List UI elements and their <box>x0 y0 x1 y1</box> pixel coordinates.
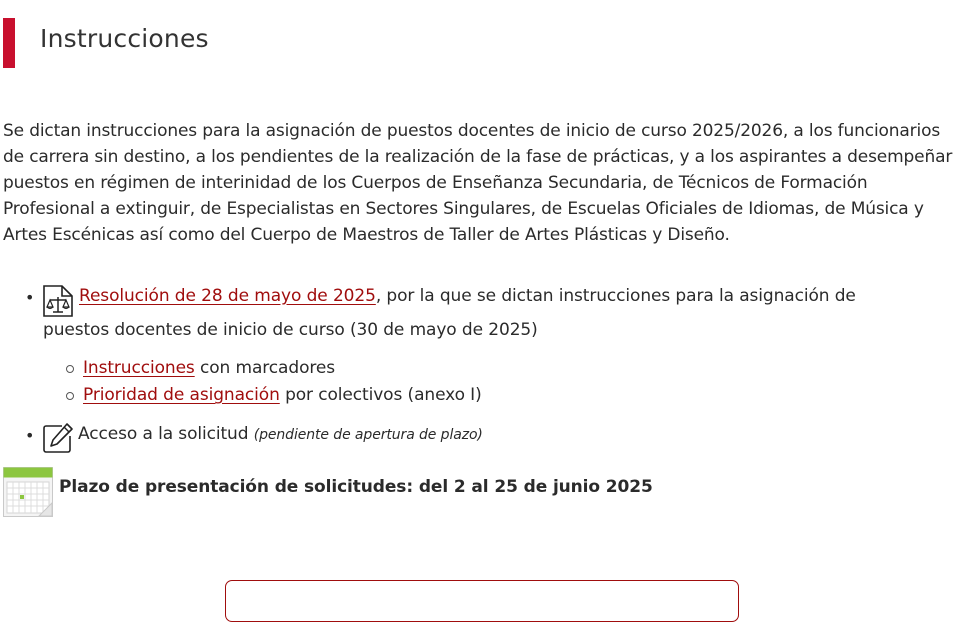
title-accent-bar <box>3 18 15 68</box>
prioridad-link[interactable]: Prioridad de asignación <box>83 385 280 405</box>
sub-item-prioridad <box>83 385 482 405</box>
plazo-text: Plazo de presentación de solicitudes: del 2 al 25 de junio 2025 <box>59 477 653 497</box>
list-bullet: • <box>25 426 35 445</box>
edit-form-icon <box>42 422 74 454</box>
intro-paragraph: Se dictan instrucciones para la asignación de puestos docentes de inicio de curso 2025/2026, a los funcionarios de carrera sin destino, a los pendientes de la realización de la fase de prácticas, y a los aspirantes a desempeñar puestos en régimen de interinidad de los Cuerpos de Enseñanza Secundaria, de Técnicos de Formación Profesional a extinguir, de Especialistas en Sectores Singulares, de Escuelas Oficiales de Idiomas, de Música y Artes Escénicas así como del Cuerpo de Maestros de Taller de Artes Plásticas y Diseño. <box>3 121 953 245</box>
resolucion-line-2: puestos docentes de inicio de curso (30 de mayo de 2025) <box>43 320 538 340</box>
list-bullet: • <box>25 288 35 307</box>
resolucion-text: , por la que se dictan instrucciones para la asignación de <box>375 286 856 306</box>
legal-document-scales-icon <box>42 285 74 317</box>
sub-item-text: con marcadores <box>194 358 335 378</box>
calendar-icon <box>3 467 53 517</box>
resolucion-line-1 <box>79 286 856 306</box>
acceso-text[interactable]: Acceso a la solicitud <box>78 424 249 444</box>
instrucciones-link[interactable]: Instrucciones <box>83 358 195 378</box>
resolucion-link[interactable]: Resolución de 28 de mayo de 2025 <box>79 286 376 306</box>
acceso-line <box>78 424 483 444</box>
page-title: Instrucciones <box>40 24 209 53</box>
sub-list-bullet <box>66 392 74 400</box>
sub-item-text: por colectivos (anexo I) <box>279 385 482 405</box>
bottom-box <box>225 580 739 622</box>
acceso-note: (pendiente de apertura de plazo) <box>253 427 483 443</box>
sub-item-instrucciones <box>83 358 335 378</box>
sub-list-bullet <box>66 365 74 373</box>
